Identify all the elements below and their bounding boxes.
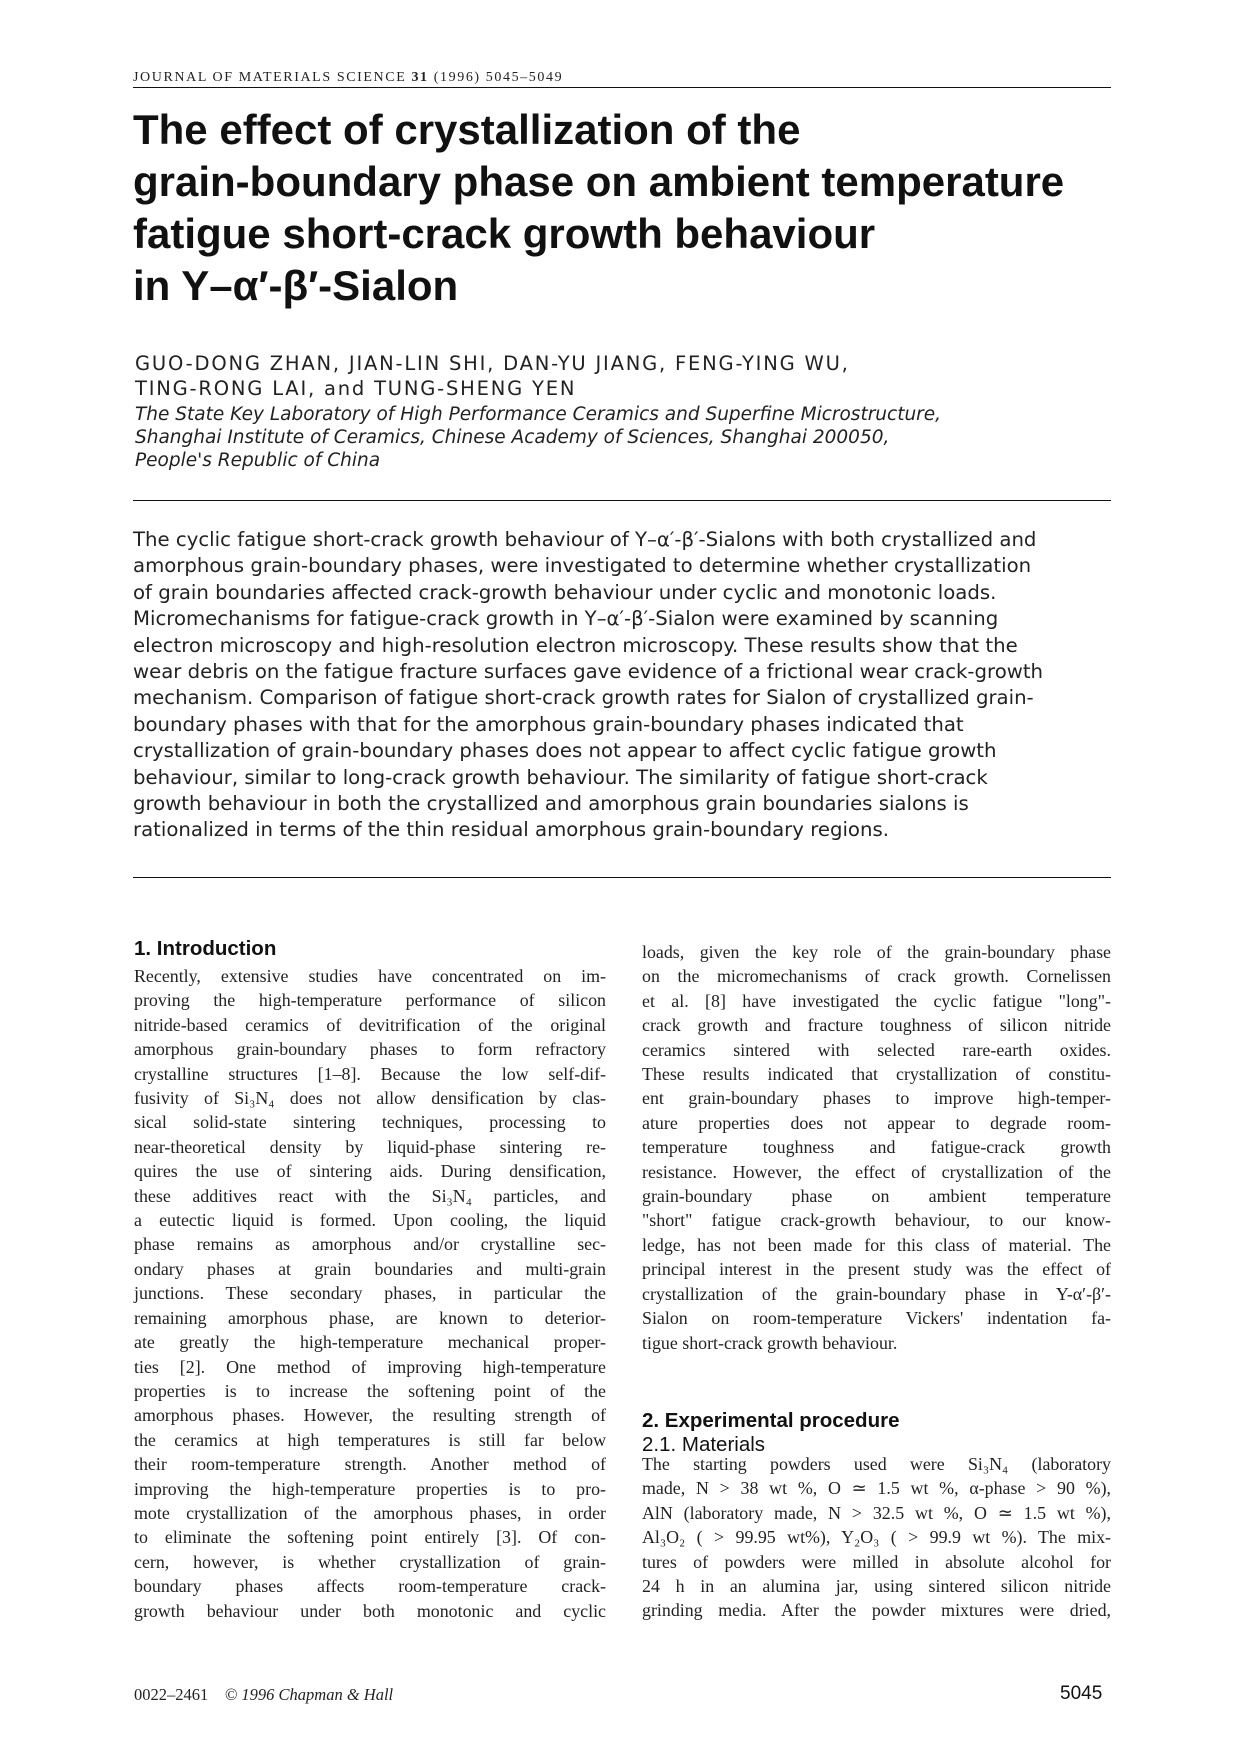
text-line: et al. [8] have investigated the cyclic fatigue "long"- [642, 990, 1111, 1011]
text-line: sical solid-state sintering techniques, processing to [134, 1112, 606, 1133]
text-line: 24 h in an alumina jar, using sintered silicon nitride [642, 1576, 1111, 1597]
journal-volume: 31 [411, 70, 429, 85]
text-line: properties is to increase the softening point of the [134, 1380, 606, 1401]
introduction-continued-text [642, 940, 1111, 1355]
text-line: temperature toughness and fatigue-crack growth [642, 1137, 1111, 1158]
abstract-top-rule [133, 500, 1111, 501]
text-line: growth behaviour under both monotonic and cyclic [134, 1600, 606, 1621]
abstract-line: wear debris on the fatigue fracture surfaces gave evidence of a frictional wear crack-growth [133, 660, 1044, 684]
text-line: ature properties does not appear to degrade room- [642, 1112, 1111, 1133]
title-line: fatigue short-crack growth behaviour [133, 210, 876, 257]
abstract-line: crystallization of grain-boundary phases does not appear to affect cyclic fatigue growth [133, 739, 997, 763]
text-line: to eliminate the softening point entirely [3]. Of con- [134, 1527, 606, 1548]
page-number: 5045 [1060, 1683, 1103, 1704]
abstract-line: mechanism. Comparison of fatigue short-crack growth rates for Sialon of crystallized grain- [133, 686, 1034, 710]
text-line: ceramics sintered with selected rare-earth oxides. [642, 1039, 1111, 1060]
text-line: their room-temperature strength. Another method of [134, 1454, 606, 1475]
section-heading-introduction: 1. Introduction [134, 937, 277, 960]
author-line: TING-RONG LAI, and TUNG-SHENG YEN [135, 377, 577, 400]
affiliation [135, 403, 941, 472]
text-line: remaining amorphous phase, are known to deterior- [134, 1307, 606, 1328]
text-line: junctions. These secondary phases, in particular the [134, 1283, 606, 1304]
materials-text [642, 1452, 1111, 1623]
text-line: principal interest in the present study was the effect of [642, 1259, 1111, 1280]
text-line: a eutectic liquid is formed. Upon cooling, the liquid [134, 1210, 606, 1231]
text-line: "short" fatigue crack-growth behaviour, to our know- [642, 1210, 1111, 1231]
text-line: made, N > 38 wt %, O ≃ 1.5 wt %, α-phase > 90 %), [642, 1478, 1111, 1499]
affiliation-line: The State Key Laboratory of High Performance Ceramics and Superfine Microstructure, [135, 404, 942, 425]
text-line: fusivity of Si₃N₄ does not allow densification by clas- [134, 1088, 606, 1109]
abstract-line: of grain boundaries affected crack-growth behaviour under cyclic and monotonic loads. [133, 580, 997, 604]
copyright-notice: © 1996 Chapman & Hall [224, 1685, 394, 1704]
text-line: ondary phases at grain boundaries and multi-grain [134, 1258, 606, 1279]
abstract-line: amorphous grain-boundary phases, were investigated to determine whether crystallization [133, 554, 1032, 578]
text-line: crystallization of the grain-boundary phase in Y-α′-β′- [642, 1283, 1111, 1304]
text-line: mote crystallization of the amorphous phases, in order [134, 1502, 606, 1523]
subsection-heading-materials: 2.1. Materials [642, 1433, 766, 1456]
footer-issn-copyright [134, 1685, 393, 1705]
text-line: ate greatly the high-temperature mechanical proper- [134, 1332, 606, 1353]
text-line: resistance. However, the effect of crystallization of the [642, 1161, 1111, 1182]
text-line: Recently, extensive studies have concentrated on im- [134, 966, 606, 986]
text-line: boundary phases affects room-temperature crack- [134, 1576, 606, 1597]
author-list [135, 351, 850, 401]
author-line: GUO-DONG ZHAN, JIAN-LIN SHI, DAN-YU JIANG, FENG-YING WU, [135, 352, 850, 375]
text-line: Al₃O₂ ( > 99.95 wt%), Y₂O₃ ( > 99.9 wt %). The mix- [642, 1527, 1111, 1548]
abstract-line: electron microscopy and high-resolution electron microscopy. These results show that the [133, 633, 1018, 657]
abstract-line: The cyclic fatigue short-crack growth behaviour of Y–α′-β′-Sialons with both crystallized and [133, 528, 1037, 551]
abstract-bottom-rule [133, 877, 1111, 878]
paper-title [133, 104, 1123, 312]
text-line: loads, given the key role of the grain-boundary phase [642, 942, 1111, 962]
text-line: AlN (laboratory made, N > 32.5 wt %, O ≃ 1.5 wt %), [642, 1502, 1111, 1523]
text-line: near-theoretical density by liquid-phase sintering re- [134, 1136, 606, 1157]
journal-year-pages: (1996) 5045–5049 [428, 70, 564, 85]
text-line: grinding media. After the powder mixtures were dried, [642, 1600, 1111, 1621]
affiliation-line: Shanghai Institute of Ceramics, Chinese Academy of Sciences, Shanghai 200050, [135, 427, 890, 448]
text-line: quires the use of sintering aids. During densification, [134, 1161, 606, 1182]
text-line: tigue short-crack growth behaviour. [642, 1332, 898, 1353]
introduction-text [134, 964, 606, 1623]
affiliation-line: People's Republic of China [135, 450, 381, 471]
text-line: improving the high-temperature properties is to pro- [134, 1478, 606, 1499]
journal-header [133, 70, 563, 86]
text-line: tures of powders were milled in absolute alcohol for [642, 1551, 1111, 1572]
abstract-line: behaviour, similar to long-crack growth behaviour. The similarity of fatigue short-crack [133, 765, 988, 789]
text-line: on the micromechanisms of crack growth. Cornelissen [642, 966, 1111, 987]
title-line: The effect of crystallization of the [133, 106, 801, 153]
issn: 0022–2461 [134, 1685, 209, 1704]
abstract-line: Micromechanisms for fatigue-crack growth in Y–α′-β′-Sialon were examined by scanning [133, 607, 999, 631]
text-line: Sialon on room-temperature Vickers' indentation fa- [642, 1308, 1111, 1329]
journal-name: JOURNAL OF MATERIALS SCIENCE [133, 70, 412, 85]
section-heading-experimental: 2. Experimental procedure [642, 1409, 900, 1432]
text-line: nitride-based ceramics of devitrification of the original [134, 1014, 606, 1035]
abstract-line: rationalized in terms of the thin residual amorphous grain-boundary regions. [133, 818, 889, 842]
text-line: crystalline structures [1–8]. Because the low self-dif- [134, 1063, 606, 1084]
text-line: ties [2]. One method of improving high-temperature [134, 1356, 606, 1377]
abstract-line: growth behaviour in both the crystallized and amorphous grain boundaries sialons is [133, 792, 969, 816]
text-line: grain-boundary phase on ambient temperature [642, 1186, 1111, 1207]
text-line: these additives react with the Si₃N₄ particles, and [134, 1185, 606, 1206]
text-line: ent grain-boundary phases to improve high-temper- [642, 1088, 1111, 1109]
text-line: These results indicated that crystallization of constitu- [642, 1064, 1111, 1085]
text-line: phase remains as amorphous and/or crystalline sec- [134, 1234, 606, 1255]
text-line: ledge, has not been made for this class of material. The [642, 1234, 1111, 1255]
header-rule [133, 87, 1111, 88]
text-line: cern, however, is whether crystallization of grain- [134, 1551, 606, 1572]
abstract-line: boundary phases with that for the amorphous grain-boundary phases indicated that [133, 712, 964, 736]
text-line: proving the high-temperature performance of silicon [134, 990, 606, 1011]
abstract [133, 527, 1043, 844]
text-line: amorphous grain-boundary phases to form refractory [134, 1039, 606, 1060]
title-line: in Y–α′-β′-Sialon [133, 262, 459, 309]
title-line: grain-boundary phase on ambient temperature [133, 158, 1065, 205]
text-line: amorphous phases. However, the resulting strength of [134, 1405, 606, 1426]
text-line: The starting powders used were Si₃N₄ (laboratory [642, 1454, 1111, 1474]
text-line: the ceramics at high temperatures is still far below [134, 1429, 606, 1450]
text-line: crack growth and fracture toughness of silicon nitride [642, 1015, 1111, 1036]
